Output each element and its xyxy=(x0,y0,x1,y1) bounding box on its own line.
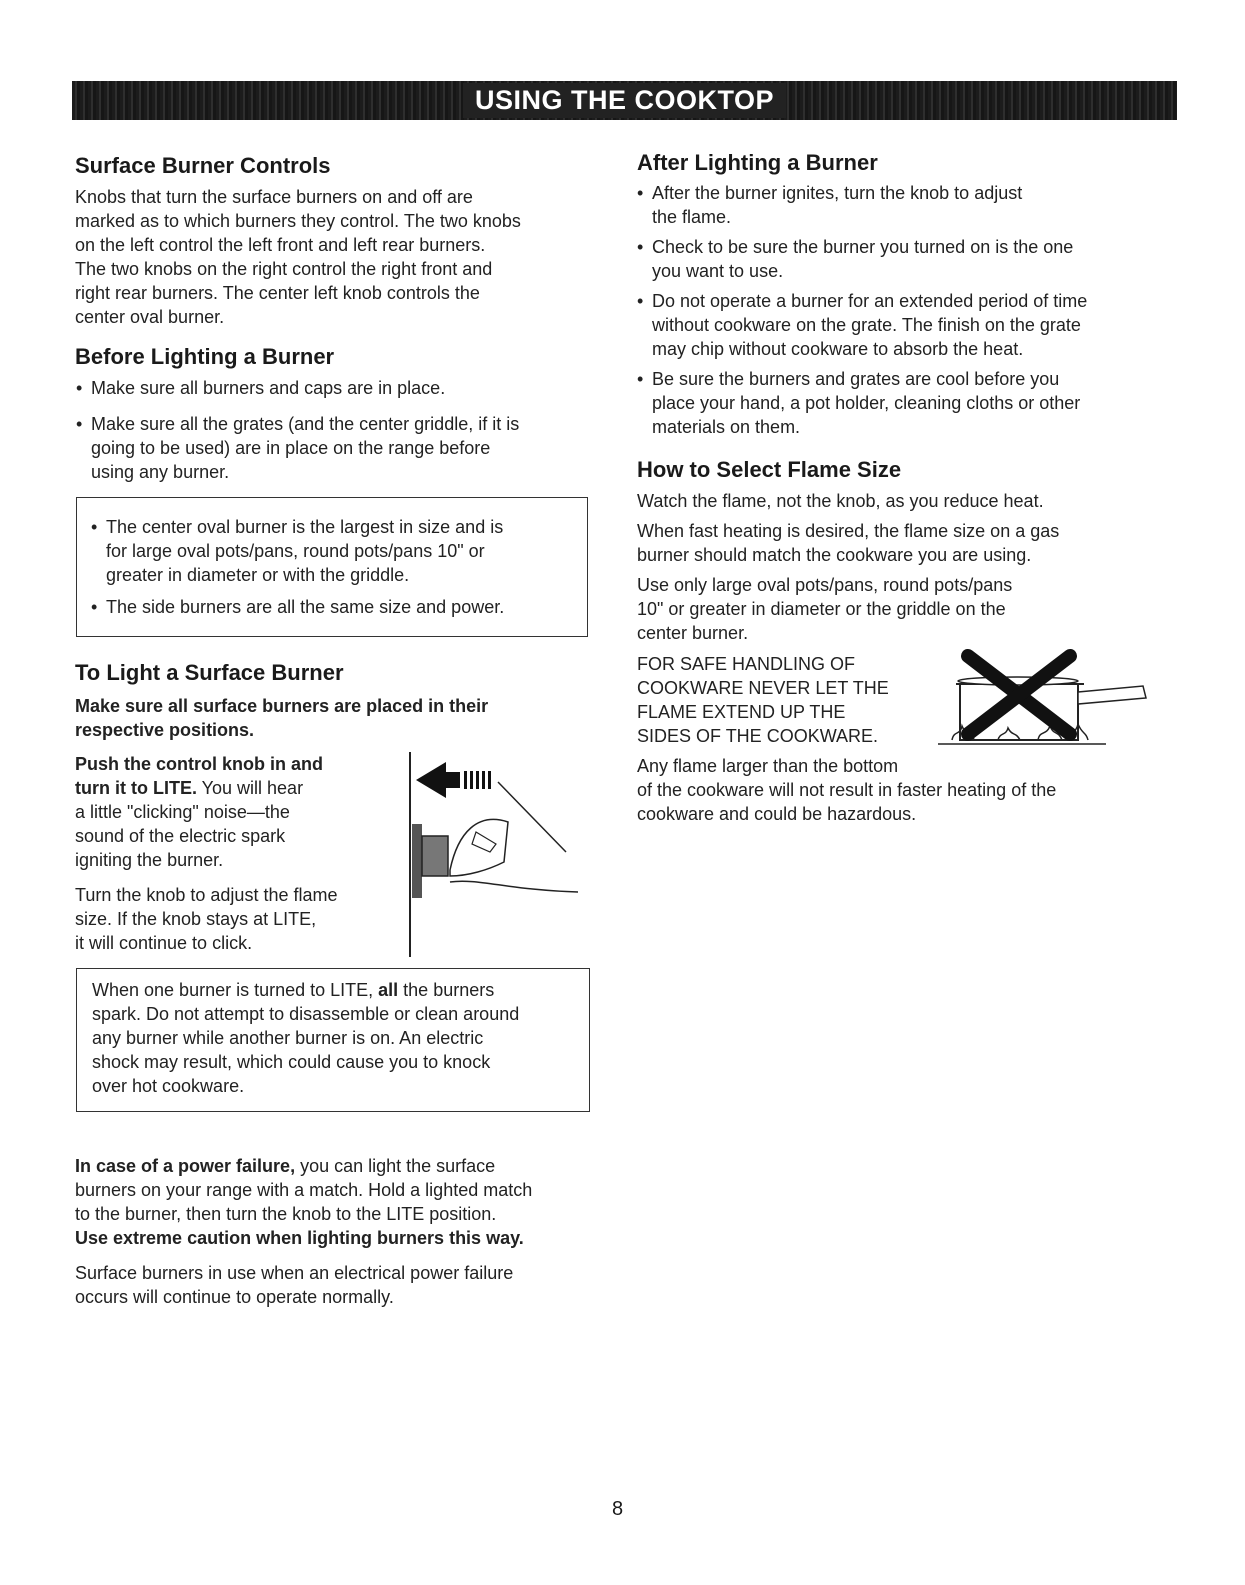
caution-text: Use extreme caution when lighting burners this way. xyxy=(75,1228,524,1248)
before-lighting-bullet-1: • Make sure all burners and caps are in place. xyxy=(76,378,446,398)
text-line: occurs will continue to operate normally. xyxy=(75,1287,394,1307)
text-line: burner should match the cookware you are using. xyxy=(637,545,1032,565)
bullet-text: Make sure all the grates (and the center griddle, if it is xyxy=(91,414,520,434)
bullet-text: After the burner ignites, turn the knob to adjust xyxy=(652,183,1023,203)
text-line: spark. Do not attempt to disassemble or clean around xyxy=(92,1004,520,1024)
text-line: any burner while another burner is on. An electric xyxy=(92,1028,484,1048)
text-line: right rear burners. The center left knob controls the xyxy=(75,283,480,303)
to-light-heading: To Light a Surface Burner xyxy=(75,660,344,685)
to-light-para2 xyxy=(75,883,338,955)
text-line: Use only large oval pots/pans, round pots/pans xyxy=(637,575,1013,595)
flame-size-para3 xyxy=(637,573,1012,645)
text-line: a little "clicking" noise—the xyxy=(75,802,290,822)
text-line: FOR SAFE HANDLING OF xyxy=(637,654,856,674)
power-failure-para2 xyxy=(75,1261,513,1309)
surface-controls-heading: Surface Burner Controls xyxy=(75,153,331,178)
push-arrow-icon xyxy=(416,762,460,798)
bullet-text: The side burners are all the same size and power. xyxy=(106,597,505,617)
text-line: of the cookware will not result in faster heating of the xyxy=(637,780,1057,800)
bullet-text: the flame. xyxy=(652,207,732,227)
bullet-text: materials on them. xyxy=(652,417,801,437)
page-number: 8 xyxy=(612,1498,624,1520)
text-line: size. If the knob stays at LITE, xyxy=(75,909,317,929)
note-bullet-2: • The side burners are all the same size and power. xyxy=(91,597,505,617)
text-span: the burners xyxy=(398,980,495,1000)
flame-warning-text xyxy=(637,652,889,748)
text-line: igniting the burner. xyxy=(75,850,224,870)
text-span: You will hear xyxy=(196,778,304,798)
flame-size-para2 xyxy=(637,519,1059,567)
text-span: When one burner is turned to LITE, xyxy=(92,980,379,1000)
bullet-text: without cookware on the grate. The finish on the grate xyxy=(652,315,1081,335)
text-line: center oval burner. xyxy=(75,307,225,327)
text-line: 10" or greater in diameter or the griddle on the xyxy=(637,599,1006,619)
bullet-text: Check to be sure the burner you turned on is the one xyxy=(652,237,1074,257)
text-line: When fast heating is desired, the flame size on a gas xyxy=(637,521,1060,541)
bold-text: Push the control knob in and xyxy=(75,754,324,774)
to-light-para1 xyxy=(75,752,323,872)
after-lighting-bullet-3: • Do not operate a burner for an extended period of time without cookware on the grate. The finish on the grate may chip without cookware to absorb the heat. xyxy=(637,291,1088,359)
flame-size-para1: Watch the flame, not the knob, as you reduce heat. xyxy=(637,491,1044,511)
push-knob-illustration xyxy=(398,752,598,962)
note-bullet-1: • The center oval burner is the largest in size and is for large oval pots/pans, round pots/pans 10" or greater in diameter or with the griddle. xyxy=(91,517,504,585)
text-line: marked as to which burners they control. The two knobs xyxy=(75,211,521,231)
bullet-text: The center oval burner is the largest in size and is xyxy=(106,517,504,537)
bullet-text: going to be used) are in place on the range before xyxy=(91,438,491,458)
bullet-text: Do not operate a burner for an extended period of time xyxy=(652,291,1088,311)
text-line: SIDES OF THE COOKWARE. xyxy=(637,726,879,746)
text-line: Knobs that turn the surface burners on and off are xyxy=(75,187,473,207)
after-lighting-bullet-2: • Check to be sure the burner you turned on is the one you want to use. xyxy=(637,237,1074,281)
text-span: you can light the surface xyxy=(295,1156,496,1176)
text-line: COOKWARE NEVER LET THE xyxy=(637,678,889,698)
power-failure-para xyxy=(75,1154,532,1250)
text-line: burners on your range with a match. Hold a lighted match xyxy=(75,1180,533,1200)
after-lighting-heading: After Lighting a Burner xyxy=(637,150,878,175)
text-line: The two knobs on the right control the right front and xyxy=(75,259,493,279)
bold-text: all xyxy=(378,980,399,1000)
to-light-subhead-line: respective positions. xyxy=(75,720,255,740)
text-line: to the burner, then turn the knob to the LITE position. xyxy=(75,1204,497,1224)
after-lighting-bullet-4: • Be sure the burners and grates are cool before you place your hand, a pot holder, cleaning cloths or other materials on them. xyxy=(637,369,1081,437)
pot-flame-illustration xyxy=(938,648,1158,748)
bullet-text: using any burner. xyxy=(91,462,230,482)
warning-text xyxy=(92,978,519,1098)
text-line: sound of the electric spark xyxy=(75,826,286,846)
after-lighting-bullet-1: • After the burner ignites, turn the knob to adjust the flame. xyxy=(637,183,1023,227)
text-line: Surface burners in use when an electrical power failure xyxy=(75,1263,514,1283)
text-line: on the left control the left front and left rear burners. xyxy=(75,235,486,255)
bullet-text: Make sure all burners and caps are in place. xyxy=(91,378,446,398)
text-line: Turn the knob to adjust the flame xyxy=(75,885,338,905)
text-line: shock may result, which could cause you to knock xyxy=(92,1052,491,1072)
bullet-text: Be sure the burners and grates are cool before you xyxy=(652,369,1060,389)
page-banner xyxy=(72,81,1177,120)
before-lighting-heading: Before Lighting a Burner xyxy=(75,344,335,369)
warning-box-spark xyxy=(76,968,590,1112)
flame-size-heading: How to Select Flame Size xyxy=(637,457,902,482)
banner-title: USING THE COOKTOP xyxy=(463,83,786,118)
bullet-text: greater in diameter or with the griddle. xyxy=(106,565,410,585)
note-box-burner-sizes xyxy=(76,497,588,637)
text-line: over hot cookware. xyxy=(92,1076,245,1096)
bullet-text: may chip without cookware to absorb the heat. xyxy=(652,339,1024,359)
bullet-text: for large oval pots/pans, round pots/pans 10" or xyxy=(106,541,485,561)
text-line: Any flame larger than the bottom xyxy=(637,756,899,776)
text-line: it will continue to click. xyxy=(75,933,253,953)
text-line: center burner. xyxy=(637,623,749,643)
text-line: FLAME EXTEND UP THE xyxy=(637,702,846,722)
bold-text: turn it to LITE. xyxy=(75,778,197,798)
bullet-text: place your hand, a pot holder, cleaning cloths or other xyxy=(652,393,1081,413)
flame-size-para4 xyxy=(637,754,1056,826)
bullet-text: you want to use. xyxy=(652,261,784,281)
text-line: cookware and could be hazardous. xyxy=(637,804,917,824)
bold-text: In case of a power failure, xyxy=(75,1156,296,1176)
before-lighting-bullet-2: • Make sure all the grates (and the center griddle, if it is going to be used) are in place on the range before using any burner. xyxy=(76,414,520,482)
to-light-subhead-line: Make sure all surface burners are placed in their xyxy=(75,696,489,716)
